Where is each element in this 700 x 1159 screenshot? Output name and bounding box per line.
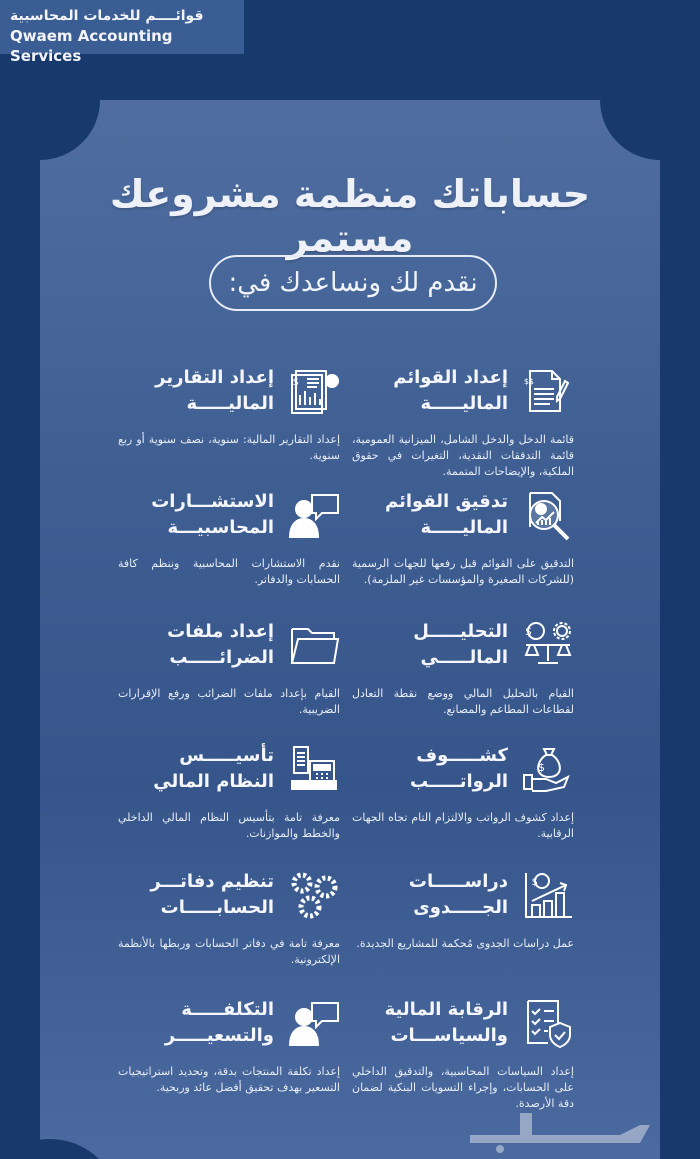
service-payroll [352,736,574,842]
service-title: التكلفـــــة والتسعيـــــر [164,999,274,1046]
service-title: التحليـــــل المالـــــي [413,621,508,668]
service-description: القيام بالتحليل المالي ووضع نقطة التعادل لقطاعات المطاعم والمصانع. [352,687,574,716]
service-costing-pricing [118,990,340,1096]
haraj-watermark [460,1105,660,1155]
service-description: قائمة الدخل والدخل الشامل، الميزانية العمومية، قائمة التدفقات النقدية، التغيرات في حقوق الملكية، والإيضاحات المتممة. [352,433,574,478]
document-dollar-pen-icon [522,365,574,417]
service-description: إعداد كشوف الرواتب والالتزام التام تجاه الجهات الرقابية. [352,811,574,840]
brand-english-name: Qwaem Accounting Services [10,27,173,65]
service-description: معرفة تامة بتأسيس النظام المالي الداخلي والخطط والموازنات. [118,811,340,840]
service-financial-control [352,990,574,1112]
service-description: إعداد السياسات المحاسبية، والتدقيق الداخلي على الحسابات، وإجراء التسويات البنكية لضمان دقة الأرصدة. [352,1065,574,1110]
service-title: كشـــــوف الرواتـــــب [409,745,508,792]
service-financial-reports [118,358,340,464]
service-tax-files [118,612,340,718]
service-title: دراســـــات الجـــــدوى [408,871,508,918]
cash-register-icon [288,743,340,795]
service-description: القيام بإعداد ملفات الضرائب ورفع الإقرارات الضريبية. [118,687,340,716]
subtitle-pill: نقدم لك ونساعدك في: [209,255,497,311]
panel-corner [600,100,660,160]
service-description: إعداد تكلفة المنتجات بدقة، وتحديد استراتيجيات التسعير بهدف تحقيق أفضل عائد وربحية. [118,1065,340,1094]
service-description: إعداد التقارير المالية: سنوية، نصف سنوية أو ربع سنوية. [118,433,340,462]
svg-text:$: $ [525,625,532,638]
service-description: عمل دراسات الجدوى مُحكمة للمشاريع الجديدة. [356,937,574,950]
svg-text:$$: $$ [523,377,534,386]
audit-magnifier-icon [522,489,574,541]
service-title: إعداد القوائم الماليـــــة [393,367,508,414]
service-accounting-consulting [118,482,340,588]
service-description: نقدم الاستشارات المحاسبية وننظم كافة الحسابات والدفاتر. [118,557,340,586]
service-title: تدقيق القوائم الماليـــــة [385,491,508,538]
services-panel [40,100,660,1159]
service-title: إعداد التقارير الماليـــــة [155,367,274,414]
service-financial-statements [352,358,574,480]
balance-gear-dollar-icon [522,619,574,671]
service-title: تنظيم دفاتـــر الحسابـــــات [150,871,274,918]
service-description: التدقيق على القوائم قبل رفعها للجهات الرسمية (للشركات الصغيرة والمؤسسات غير الملزمة). [352,557,574,586]
service-audit-statements [352,482,574,588]
growth-chart-dollar-icon [522,869,574,921]
checklist-shield-icon [522,997,574,1049]
service-bookkeeping [118,862,340,968]
service-feasibility-studies [352,862,574,952]
service-financial-system-setup [118,736,340,842]
brand-logo [0,0,244,65]
svg-text:$: $ [538,761,545,774]
service-title: تأسيـــــس النظام المالي [153,745,274,792]
service-financial-analysis [352,612,574,718]
gears-icon [288,869,340,921]
panel-corner [40,1139,120,1159]
svg-text:$: $ [531,877,538,888]
money-bag-hand-icon [522,743,574,795]
folder-icon [288,619,340,671]
service-title: الرقابة المالية والسياســـات [384,999,508,1046]
panel-corner [40,100,100,160]
consultant-chat-icon [288,997,340,1049]
brand-arabic-name: قوائــــم للخدمات المحاسبية [10,8,204,24]
service-description: معرفة تامة في دفاتر الحسابات وربطها بالأنظمة الإلكترونية. [118,937,340,966]
page-title: حساباتك منظمة مشروعك مستمر [109,172,591,260]
service-title: إعداد ملفات الضرائـــــب [167,621,274,668]
service-title: الاستشـــارات المحاسبيـــة [151,491,274,538]
consultant-chat-icon [288,489,340,541]
svg-text:$: $ [292,377,299,388]
report-chart-icon [288,365,340,417]
